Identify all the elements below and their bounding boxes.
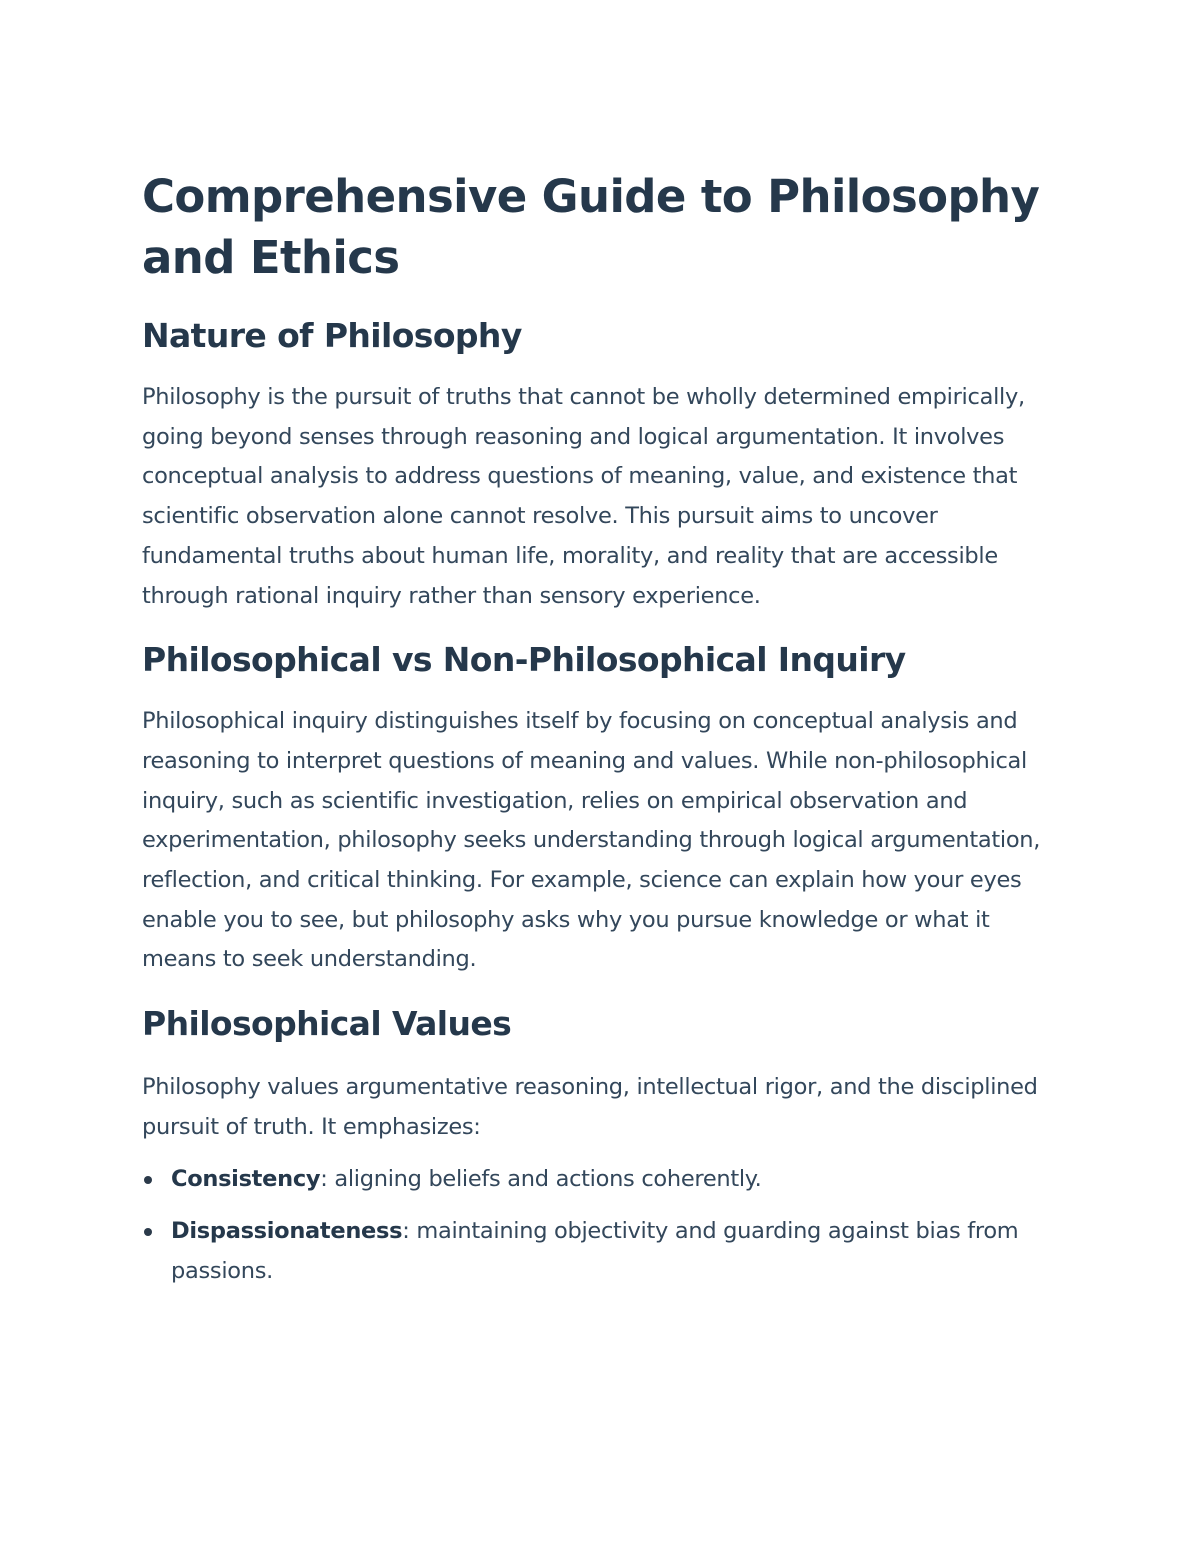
bullet-icon (144, 1176, 152, 1184)
section-philosophical-values (142, 1002, 1062, 1292)
values-list (142, 1160, 1062, 1292)
list-item (142, 1160, 1062, 1200)
section-nature-of-philosophy (142, 314, 1062, 616)
section-heading: Philosophical vs Non-Philosophical Inquiry (142, 640, 906, 680)
list-item-term: Consistency (171, 1165, 321, 1192)
section-paragraph: Philosophical inquiry distinguishes itself by focusing on conceptual analysis and reasoning to interpret questions of meaning and values. While non-philosophical inquiry, such as scientific investigation, relies on empirical observation and experimentation, philosophy seeks understanding through logical argumentation, reflection, and critical thinking. For example, science can explain how your eyes enable you to see, but philosophy asks why you pursue knowledge or what it means to seek understanding. (142, 708, 1041, 973)
list-item-text: : aligning beliefs and actions coherently. (320, 1165, 762, 1192)
document-page (142, 166, 1062, 1305)
section-paragraph: Philosophy values argumentative reasoning, intellectual rigor, and the disciplined pursuit of truth. It emphasizes: (142, 1074, 1038, 1140)
document-title: Comprehensive Guide to Philosophy and Ethics (142, 170, 1040, 284)
section-heading: Nature of Philosophy (142, 316, 522, 355)
section-paragraph: Philosophy is the pursuit of truths that cannot be wholly determined empirically, going beyond senses through reasoning and logical argumentation. It involves conceptual analysis to address questions of meaning, value, and existence that scientific observation alone cannot resolve. This pursuit aims to uncover fundamental truths about human life, morality, and reality that are accessible through rational inquiry rather than sensory experience. (142, 384, 1025, 609)
list-item-text: : maintaining objectivity and guarding against bias from passions. (171, 1218, 1019, 1284)
list-item-term: Dispassionateness (171, 1218, 403, 1245)
section-heading: Philosophical Values (142, 1004, 512, 1044)
bullet-icon (144, 1228, 152, 1236)
section-philosophical-vs-non-philosophical (142, 638, 1062, 980)
list-item (142, 1212, 1062, 1291)
